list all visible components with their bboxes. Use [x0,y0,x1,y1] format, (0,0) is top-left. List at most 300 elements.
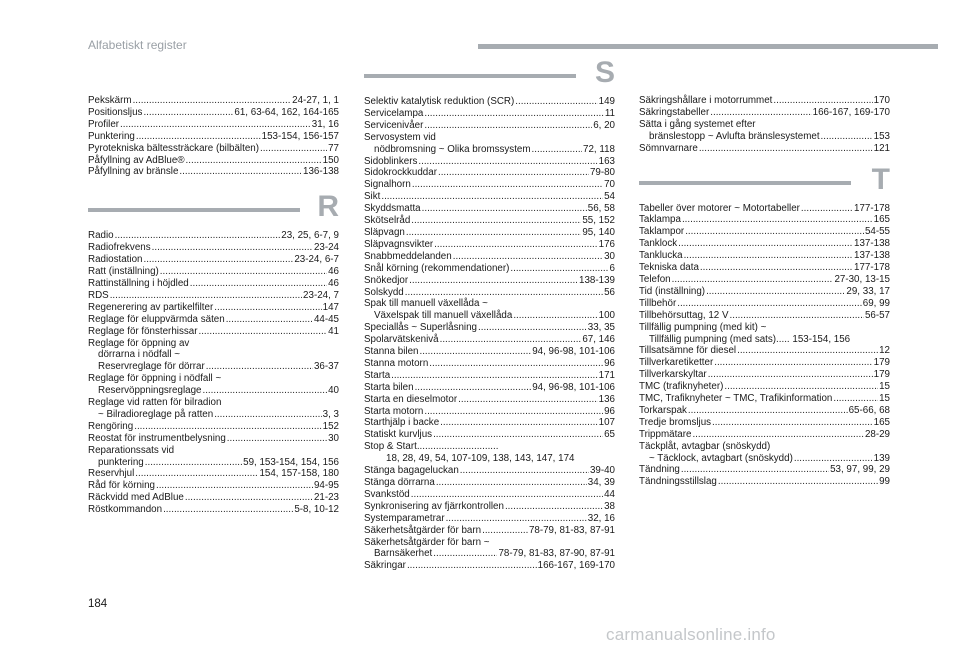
entry-term: Telefon [639,273,671,285]
index-entry [364,239,615,251]
entry-term: Synkronisering av fjärrkontrollen [364,500,504,512]
entry-pages: 23-24 [313,242,339,254]
entry-leader-dots [160,266,327,278]
entry-term: Systemparametrar [364,512,445,524]
index-entry [639,286,890,298]
index-entry [639,464,890,476]
index-entry [88,266,339,278]
entry-term: Reostat för instrumentbelysning [88,432,226,444]
section-bar-r [88,208,300,212]
entry-pages: 30 [604,250,615,262]
entry-pages: 39-40 [589,465,615,477]
index-entry [88,302,339,314]
entry-term: TMC, Trafiknyheter ~ TMC, Trafikinformation [639,393,833,405]
watermark: carmanualsonline.info [606,625,776,644]
entry-leader-dots [429,358,603,370]
entry-term: Släpvagn [364,226,405,238]
entry-leader-dots [419,346,531,358]
entry-leader-dots [699,143,873,155]
index-entry-line: Servosystem vid [364,131,436,143]
entry-leader-dots [409,275,578,287]
index-entry [364,203,615,215]
entry-pages: 21-23 [313,492,339,504]
entry-term: Reservreglage för dörrar [98,361,205,373]
index-entry [88,457,339,469]
entry-term: Sidokrockkuddar [364,167,437,179]
entry-pages: 46 [328,266,339,278]
entry-term: Påfyllning av AdBlue® [88,154,185,166]
entry-pages: 53, 97, 99, 29 [830,464,890,476]
entry-term: Reservöppningsreglage [98,385,202,397]
index-entry-line: Tillfällig pumpning (med kit) ~ [639,321,767,333]
entry-pages: 23-24, 7 [303,289,339,301]
entry-leader-dots [682,214,873,226]
entry-pages: 177-178 [854,262,890,274]
index-entry [639,405,890,417]
entry-leader-dots [692,429,863,441]
entry-term: Sömnvarnare [639,142,698,154]
entry-pages: 139 [873,452,890,464]
entry-pages: 94, 96-98, 101-106 [532,381,615,393]
index-entry [364,96,615,108]
index-entry [88,143,339,155]
entry-leader-dots [391,370,598,382]
entry-leader-dots [133,95,292,107]
entry-pages: 77 [328,142,339,154]
entry-pages: 69, 99 [862,297,890,309]
entry-pages: 163 [598,155,615,167]
index-entry [88,504,339,516]
entry-pages: 56-57 [864,309,890,321]
header-bar [478,44,938,49]
entry-term: Skyddsmatta [364,203,421,215]
entry-leader-dots [198,326,327,338]
section-letter-t: T [871,162,890,196]
entry-term: Selektiv katalytisk reduktion (SCR) [364,96,515,107]
entry-term: Växelspak till manuell växellåda [374,310,513,322]
entry-pages: 137-138 [854,238,890,250]
index-entry [364,465,615,477]
entry-term: Starta [364,369,391,381]
section-letter-s: S [594,56,615,89]
index-entry [88,242,339,254]
entry-pages: 107 [598,417,615,429]
entry-pages: 165 [873,214,890,226]
entry-term: Signalhorn [364,179,411,191]
index-column-1 [88,95,339,516]
index-entry [364,120,615,132]
index-entry [88,492,339,504]
entry-leader-dots [440,334,582,346]
entry-pages: 94-95 [313,480,339,492]
index-entry [364,227,615,239]
entry-term: Tändning [639,464,680,476]
entry-term: bränslestopp ~ Avlufta bränslesystemet [649,130,820,142]
entry-pages: 29, 33, 17 [846,285,890,297]
index-entry [88,468,339,480]
entry-term: Barnsäkerhet [374,548,433,560]
entry-pages: 94, 96-98, 101-106 [532,346,615,358]
entry-leader-dots [214,302,321,314]
index-entry [364,334,615,346]
index-entry [639,143,890,155]
section-letter-r: R [317,190,339,224]
index-entry [364,513,615,525]
entry-leader-dots [134,421,321,433]
entry-term: Servicenivåer [364,119,424,131]
entry-leader-dots [115,230,281,242]
entry-term: Starta bilen [364,381,414,393]
s-continued-entries [639,95,890,155]
entry-pages: 78-79, 81-83, 87-91 [528,524,615,536]
entry-pages: 5-8, 10-12 [294,504,339,516]
entry-pages: 15 [879,393,890,405]
entry-term: Tillsatsämne för diesel [639,345,737,357]
index-entry [639,381,890,393]
entry-leader-dots [206,361,313,373]
index-entry [364,179,615,191]
entry-leader-dots [152,242,313,254]
entry-term: Snabbmeddelanden [364,250,452,262]
entry-term: Rattinställning i höjdled [88,277,189,289]
entry-pages: 65-66, 68 [848,404,890,416]
entry-term: Tid (inställning) [639,285,706,297]
entry-term: Släpvagnsvikter [364,238,434,250]
entry-leader-dots [794,453,873,465]
entry-term: Snökedjor [364,274,409,286]
entry-leader-dots [186,155,322,167]
entry-leader-dots [433,429,603,441]
entry-term: Tillbehör [639,297,677,309]
entry-leader-dots [226,314,313,326]
entry-leader-dots [202,385,327,397]
index-entry [364,429,615,441]
entry-pages: 137-138 [854,250,890,262]
entry-leader-dots [156,480,313,492]
entry-pages: 41 [328,325,339,337]
entry-pages: 30 [328,432,339,444]
index-entry [639,429,890,441]
entry-leader-dots [685,226,864,238]
entry-pages: 79-80 [589,167,615,179]
entry-term: Solskydd [364,286,404,298]
entry-term: Starthjälp i backe [364,417,440,429]
entry-leader-dots [110,290,302,302]
entry-leader-dots [145,457,242,469]
entry-pages: 70 [604,179,615,191]
entry-term: Tillbehörsuttag, 12 V [639,309,729,321]
entry-leader-dots [773,95,872,107]
entry-leader-dots [405,287,603,299]
entry-pages: 171 [598,369,615,381]
entry-pages: 3, 3 [322,408,339,420]
index-entry [364,346,615,358]
entry-term: Rengöring [88,420,134,432]
entry-leader-dots [458,394,598,406]
index-entry-line: dörrarna i nödfall ~ [98,349,180,361]
entry-term: Säkringstabeller [639,106,710,118]
entry-term: Reservhjul [88,468,135,480]
entry-pages: 154, 157-158, 180 [259,468,339,480]
index-entry [639,274,890,286]
entry-pages: 138-139 [579,274,615,286]
entry-leader-dots [412,179,603,191]
index-entry [639,369,890,381]
entry-pages: 11 [604,107,615,119]
entry-leader-dots [190,278,327,290]
entry-pages: 61, 63-64, 162, 164-165 [234,106,339,118]
entry-term: Trippmätare [639,428,692,440]
index-entry [639,262,890,274]
entry-term: Tanklucka [639,250,683,262]
index-entry-line: Spak till manuell växellåda ~ [364,298,488,310]
entry-pages: 46 [328,277,339,289]
index-entry [639,453,890,465]
entry-term: ~ Täcklock, avtagbart (snöskydd) [649,452,793,464]
index-entry [88,480,339,492]
index-entry [639,250,890,262]
entry-pages: 166-167, 169-170 [537,560,615,572]
entry-pages: 96 [604,405,615,417]
entry-leader-dots [478,322,587,334]
index-entry [639,107,890,119]
entry-pages: 177-178 [854,202,890,214]
index-entry [364,477,615,489]
entry-leader-dots [672,274,834,286]
entry-term: Tanklock [639,238,678,250]
entry-term: Tabeller över motorer ~ Motortabeller [639,202,800,214]
index-entry [639,238,890,250]
entry-term: Starta en dieselmotor [364,393,458,405]
entry-term: Starta motorn [364,405,424,417]
letter-r-section [88,190,339,230]
entry-leader-dots [143,107,233,119]
index-entry [639,357,890,369]
entry-pages: 33, 35 [587,322,615,334]
entry-pages: 32, 16 [587,512,615,524]
entry-leader-dots [407,560,537,572]
index-entry [639,417,890,429]
index-entry-line: Tillfällig pumpning (med sats)..... 153-154, 156 [649,333,851,345]
entry-leader-dots [688,405,848,417]
entry-pages: 153 [873,130,890,142]
entry-term: Räckvidd med AdBlue [88,492,184,504]
entry-leader-dots [406,227,581,239]
entry-pages: 40 [328,385,339,397]
index-entry [88,326,339,338]
index-entry [639,298,890,310]
entry-pages: 54 [604,191,615,203]
index-entry [364,191,615,203]
entry-leader-dots [411,489,603,501]
entry-term: Servicelampa [364,107,424,119]
entry-term: Radiostation [88,254,143,266]
entry-term: nödbromsning ~ Olika bromssystem [374,143,531,155]
index-entry [88,95,339,107]
entry-term: Ratt (inställning) [88,266,159,278]
entry-pages: 165 [873,416,890,428]
entry-term: Tekniska data [639,262,699,274]
entry-leader-dots [714,357,872,369]
index-entry [88,166,339,178]
entry-pages: 54-55 [864,226,890,238]
entry-pages: 23-24, 6-7 [294,254,339,266]
entry-term: Tändningsstillslag [639,476,717,488]
entry-leader-dots [510,263,608,275]
entry-term: Säkerhetsåtgärder för barn [364,524,482,536]
entry-leader-dots [712,417,873,429]
entry-leader-dots [418,156,597,168]
entry-pages: 153-154, 156-157 [261,130,339,142]
index-entry [88,278,339,290]
index-entry [364,370,615,382]
entry-leader-dots [678,238,853,250]
entry-leader-dots [411,215,581,227]
index-entry [639,345,890,357]
index-entry [639,203,890,215]
entry-pages: 150 [322,154,339,166]
index-entry [364,394,615,406]
index-entry [88,421,339,433]
entry-leader-dots [730,310,864,322]
index-entry [639,310,890,322]
index-entry [364,108,615,120]
index-column-2 [364,56,615,572]
index-entry-line: Säkerhetsåtgärder för barn ~ [364,536,490,548]
entry-term: Svankstöd [364,488,410,500]
entry-pages: 59, 153-154, 154, 156 [243,456,339,468]
entry-pages: 6, 20 [593,119,615,131]
entry-leader-dots [505,501,603,513]
index-entry [364,406,615,418]
entry-leader-dots [422,203,587,215]
index-entry-line: Reglage för öppning av [88,337,190,349]
entry-leader-dots [532,144,582,156]
entry-term: Pekskärm [88,95,132,106]
entry-leader-dots [460,465,589,477]
entry-leader-dots [833,393,878,405]
entry-leader-dots [260,143,327,155]
index-entry [364,215,615,227]
letter-t-section [639,162,890,203]
entry-leader-dots [120,119,311,131]
index-entry [364,560,615,572]
entry-pages: 176 [598,238,615,250]
index-entry [364,156,615,168]
entry-term: Tillverkaretiketter [639,357,714,369]
entry-term: Stanna bilen [364,346,419,358]
entry-pages: 56, 58 [587,203,615,215]
entry-term: Regenerering av partikelfilter [88,301,214,313]
index-entry-line: Täckplåt, avtagbar (snöskydd) [639,440,771,452]
index-entry-line: Reglage för öppning i nödfall ~ [88,373,222,385]
entry-leader-dots [185,492,313,504]
index-entry [88,131,339,143]
entry-pages: 100 [598,310,615,322]
entry-term: Röstkommandon [88,504,163,516]
index-entry-line: 18, 28, 49, 54, 107-109, 138, 143, 147, 174 [386,453,575,465]
entry-leader-dots [718,476,878,488]
entry-term: Stänga dörrarna [364,477,435,488]
entry-pages: 34, 39 [587,477,615,488]
index-entry [364,251,615,263]
entry-pages: 179 [873,357,890,369]
index-entry [364,417,615,429]
entry-pages: 136-138 [303,166,339,178]
entry-pages: 65 [604,429,615,441]
entry-leader-dots [681,464,829,476]
entry-pages: 147 [322,301,339,313]
index-entry [364,525,615,537]
entry-term: Radiofrekvens [88,242,151,254]
index-entry [88,314,339,326]
index-entry [639,393,890,405]
entry-pages: 23, 25, 6-7, 9 [281,230,339,242]
index-entry [364,501,615,513]
entry-term: Profiler [88,118,120,130]
index-entry [639,95,890,107]
entry-leader-dots [227,433,327,445]
entry-leader-dots [438,167,589,179]
entry-leader-dots [821,131,873,143]
entry-leader-dots [424,406,603,418]
entry-term: Påfyllning av bränsle [88,166,179,178]
entry-pages: 55, 152 [582,215,615,227]
entry-term: Skötselråd [364,215,411,227]
entry-term: Sidoblinkers [364,155,418,167]
index-entry [88,433,339,445]
entry-leader-dots [433,548,497,560]
entry-pages: 67, 146 [582,334,615,346]
index-entry [364,263,615,275]
entry-leader-dots [135,468,258,480]
index-entry [364,275,615,287]
entry-term: Taklampor [639,226,685,238]
entry-leader-dots [453,251,603,263]
entry-leader-dots [424,108,603,120]
entry-term: Sikt [364,191,381,203]
entry-leader-dots [214,409,321,421]
entry-leader-dots [179,166,302,178]
entry-pages: 44-45 [313,313,339,325]
entry-leader-dots [482,525,528,537]
entry-term: Pyrotekniska bältessträckare (bilbälten) [88,142,259,154]
entry-term: Stanna motorn [364,357,429,369]
entry-leader-dots [700,262,853,274]
entry-pages: 6 [609,262,615,274]
entry-pages: 31, 16 [311,118,339,130]
entry-term: Råd för körning [88,480,155,492]
entry-term: Reglage för eluppvärmda säten [88,313,225,325]
index-entry [88,230,339,242]
index-entry [364,548,615,560]
index-entry-line: Reglage vid ratten för bilradion [88,397,222,409]
entry-leader-dots [424,120,592,132]
index-entry [88,290,339,302]
entry-term: RDS [88,289,109,301]
index-entry-line: Reparationssats vid [88,444,175,456]
entry-leader-dots [415,382,532,394]
entry-term: TMC (trafiknyheter) [639,381,724,393]
entry-pages: 152 [322,420,339,432]
entry-pages: 136 [598,393,615,405]
entry-term: Snål körning (rekommendationer) [364,262,510,274]
index-entry [364,489,615,501]
entry-pages: 99 [879,476,890,488]
entry-pages: 36-37 [313,361,339,373]
entry-term: Säkringshållare i motorrummet [639,95,773,106]
entry-pages: 149 [598,96,615,107]
